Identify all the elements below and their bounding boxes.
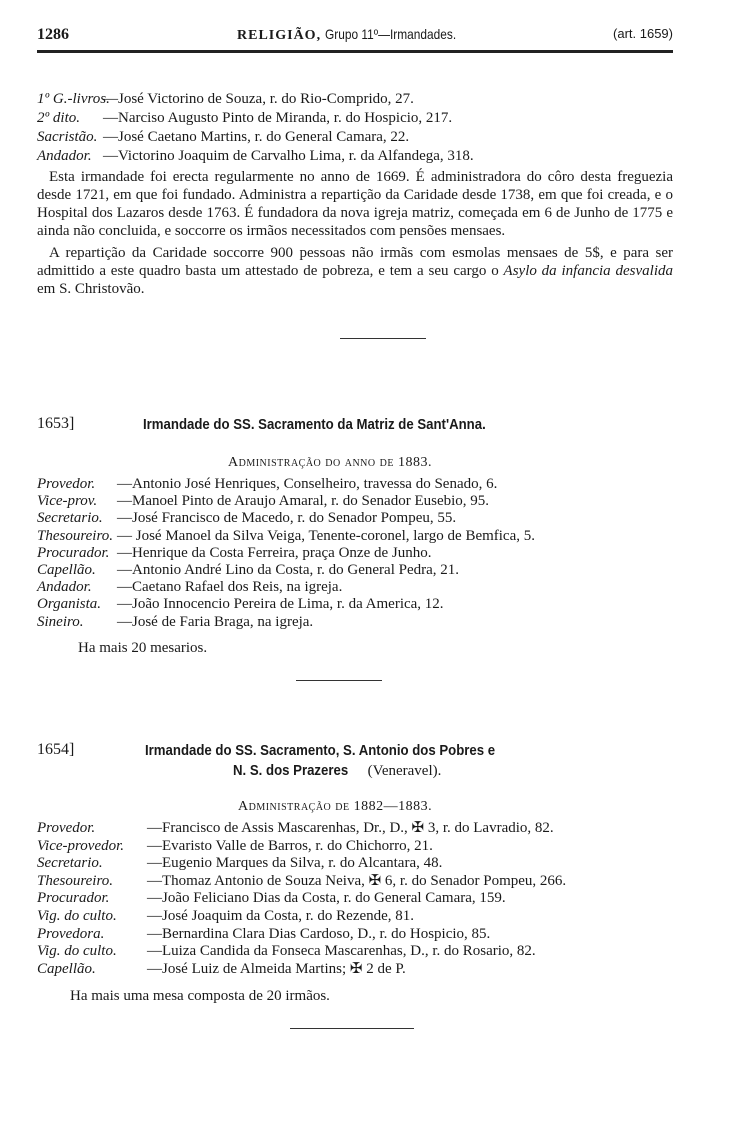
- entry-text: —Henrique da Costa Ferreira, praça Onze de Junho.: [117, 544, 432, 561]
- list-item: [37, 545, 677, 562]
- entry-text: —Luiza Candida da Fonseca Mascarenhas, D., r. do Rosario, 82.: [147, 943, 536, 960]
- role: Provedor.: [37, 476, 96, 492]
- role: Sacristão.: [37, 129, 98, 145]
- list-item: [37, 614, 677, 631]
- role: Procurador.: [37, 544, 110, 561]
- role: Vig. do culto.: [37, 943, 117, 960]
- officers-list-continued: [37, 90, 677, 166]
- entry-text: —Victorino Joaquim de Carvalho Lima, r. da Alfandega, 318.: [103, 148, 474, 164]
- list-item: [37, 961, 677, 979]
- entry-text: —Eugenio Marques da Silva, r. do Alcantara, 48.: [147, 855, 443, 872]
- entry-text: —Thomaz Antonio de Souza Neiva, ✠ 6, r. do Senador Pompeu, 266.: [147, 872, 567, 889]
- list-item: [37, 855, 677, 873]
- role: Thesoureiro.: [37, 872, 113, 889]
- section-divider: [296, 680, 382, 681]
- note: Ha mais 20 mesarios.: [78, 640, 208, 656]
- entry-text: —Antonio André Lino da Costa, r. do General Pedra, 21.: [117, 562, 460, 579]
- italic-title: Asylo da infancia desvalida: [503, 263, 673, 279]
- role: Provedora.: [37, 925, 105, 942]
- role: 1º G.-livros.: [37, 91, 110, 107]
- history-text: [37, 168, 673, 302]
- list-item: [37, 147, 677, 166]
- role: Procurador.: [37, 890, 110, 907]
- role: Vice-prov.: [37, 493, 98, 510]
- paragraph: Esta irmandade foi erecta regularmente no anno de 1669. É administradora do côro desta freguezia desde 1721, em que foi fundado. Administra a repartição da Caridade desde 1738, em que foi creada, e o Hospital dos Lazaros desde 1763. É fundadora da nova igreja matriz, começada em 6 de Junho de 1775 e ainda não concluida, e soccorre os irmãos necessitados com pensões mensaes.: [37, 169, 673, 239]
- entry-number-text: 1653]: [37, 415, 75, 432]
- paragraph-text: em S. Christovão.: [37, 281, 145, 297]
- article-ref: (art. 1659): [613, 26, 673, 41]
- list-item: [37, 528, 677, 545]
- role: Thesoureiro.: [37, 527, 113, 544]
- title-text: N. S. dos Prazeres: [233, 762, 349, 779]
- administration-heading: Administração de 1882—1883.: [238, 799, 433, 814]
- officers-list-1654: [37, 820, 677, 978]
- page-header: [37, 26, 673, 48]
- officers-list-1653: [37, 476, 677, 631]
- list-item: [37, 109, 677, 128]
- section-divider: [290, 1028, 414, 1029]
- role: Provedor.: [37, 820, 96, 836]
- role: Capellão.: [37, 562, 96, 579]
- list-item: [37, 596, 677, 613]
- list-item: [37, 873, 677, 891]
- entry-text: — José Manoel da Silva Veiga, Tenente-coronel, largo de Bemfica, 5.: [117, 527, 536, 544]
- role: Sineiro.: [37, 613, 84, 630]
- title-suffix: (Veneravel).: [367, 763, 442, 779]
- role: Vice-provedor.: [37, 837, 125, 854]
- role: Andador.: [37, 148, 92, 164]
- paragraph-text: A repartição da Caridade soccorre 900 pessoas não irmãs com esmolas mensaes de 5$, e para ser admittido a este quadro basta um attestado de pobreza, e tem a seu cargo o: [37, 245, 673, 279]
- list-item: [37, 562, 677, 579]
- role: Organista.: [37, 596, 102, 613]
- section-divider: [340, 338, 426, 339]
- list-item: [37, 926, 677, 944]
- entry-number-text: 1654]: [37, 741, 75, 758]
- entry-text: —Antonio José Henriques, Conselheiro, travessa do Senado, 6.: [117, 476, 498, 492]
- note: Ha mais uma mesa composta de 20 irmãos.: [70, 988, 330, 1004]
- entry-text: —Manoel Pinto de Araujo Amaral, r. do Senador Eusebio, 95.: [117, 493, 490, 510]
- role: Andador.: [37, 579, 92, 596]
- list-item: [37, 90, 677, 109]
- header-rule: [37, 50, 673, 53]
- entry-text: —José Victorino de Souza, r. do Rio-Comprido, 27.: [103, 91, 414, 107]
- section-title-line1: Irmandade do SS. Sacramento, S. Antonio dos Pobres e: [145, 742, 496, 759]
- entry-text: —Bernardina Clara Dias Cardoso, D., r. do Hospicio, 85.: [147, 925, 491, 942]
- entry-text: —José Joaquim da Costa, r. do Rezende, 81.: [147, 907, 415, 924]
- entry-text: —Caetano Rafael dos Reis, na igreja.: [117, 579, 343, 596]
- list-item: [37, 128, 677, 147]
- role: Secretario.: [37, 855, 103, 872]
- entry-text: —José de Faria Braga, na igreja.: [117, 613, 314, 630]
- entry-text: —João Innocencio Pereira de Lima, r. da America, 12.: [117, 596, 444, 613]
- section-title-line2: [233, 762, 441, 780]
- role: 2º dito.: [37, 110, 80, 126]
- list-item: [37, 908, 677, 926]
- list-item: [37, 838, 677, 856]
- list-item: [37, 890, 677, 908]
- entry-text: —José Luiz de Almeida Martins; ✠ 2 de P.: [147, 960, 406, 977]
- list-item: [37, 493, 677, 510]
- role: Vig. do culto.: [37, 907, 117, 924]
- running-title-main: RELIGIÃO,: [237, 28, 322, 43]
- entry-text: —Evaristo Valle de Barros, r. do Chichorro, 21.: [147, 837, 433, 854]
- entry-number: [37, 741, 74, 759]
- list-item: [37, 579, 677, 596]
- entry-text: —José Caetano Martins, r. do General Camara, 22.: [103, 129, 410, 145]
- section-title: Irmandade do SS. Sacramento da Matriz de Sant'Anna.: [143, 416, 486, 433]
- role: Secretario.: [37, 510, 103, 527]
- entry-number: [37, 415, 74, 433]
- running-title: [237, 26, 479, 44]
- entry-text: —Narciso Augusto Pinto de Miranda, r. do Hospicio, 217.: [103, 110, 453, 126]
- entry-text: —Francisco de Assis Mascarenhas, Dr., D., ✠ 3, r. do Lavradio, 82.: [147, 820, 554, 836]
- list-item: [37, 476, 677, 493]
- role: Capellão.: [37, 960, 96, 977]
- administration-heading: Administração do anno de 1883.: [228, 455, 432, 470]
- paragraph: [37, 244, 673, 298]
- list-item: [37, 510, 677, 527]
- running-subtitle: Grupo 11º—Irmandades.: [324, 26, 456, 42]
- list-item: [37, 943, 677, 961]
- entry-text: —José Francisco de Macedo, r. do Senador Pompeu, 55.: [117, 510, 457, 527]
- entry-text: —João Feliciano Dias da Costa, r. do General Camara, 159.: [147, 890, 506, 907]
- list-item: [37, 820, 677, 838]
- page-number: 1286: [37, 26, 69, 43]
